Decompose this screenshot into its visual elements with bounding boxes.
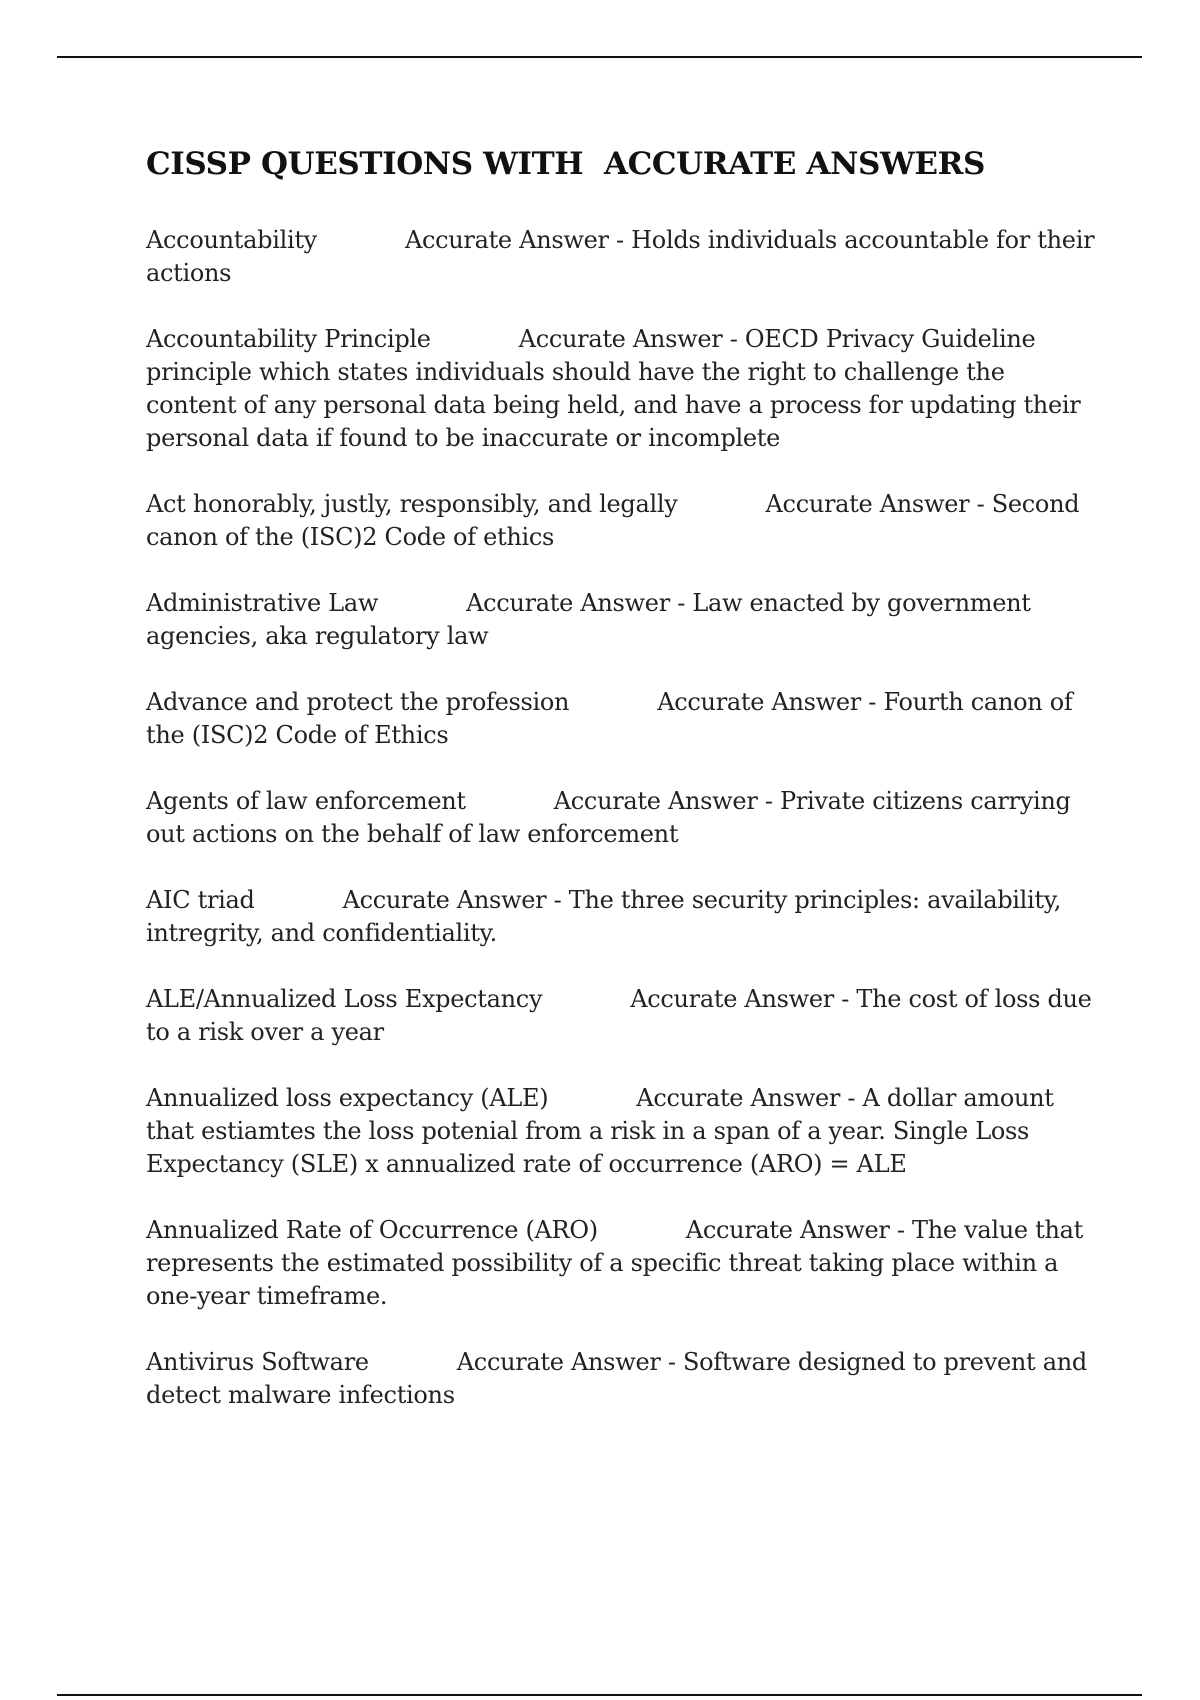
entry-term: Advance and protect the profession [146, 688, 570, 716]
qa-entry [146, 686, 1096, 752]
entry-answer: Accurate Answer - The cost of loss due to a risk over a year [146, 985, 1092, 1046]
entry-answer: Accurate Answer - OECD Privacy Guideline principle which states individuals should have the right to challenge the content of any personal data being held, and have a process for updating their personal data if found to be inaccurate or incomplete [146, 325, 1081, 452]
top-divider [57, 56, 1142, 58]
qa-entry [146, 1346, 1096, 1412]
entry-answer: Accurate Answer - Holds individuals accountable for their actions [146, 226, 1095, 287]
entry-term: Accountability [146, 226, 317, 254]
entry-answer: Accurate Answer - Second canon of the (ISC)2 Code of ethics [146, 490, 1080, 551]
entry-answer: Accurate Answer - A dollar amount that estiamtes the loss potenial from a risk in a span of a year. Single Loss Expectancy (SLE) x annualized rate of occurrence (ARO) = ALE [146, 1084, 1054, 1178]
qa-entry [146, 1214, 1096, 1313]
bottom-divider [57, 1694, 1142, 1696]
entry-term: Accountability Principle [146, 325, 431, 353]
entry-term: Annualized Rate of Occurrence (ARO) [146, 1216, 598, 1244]
document-body [146, 146, 1096, 1445]
qa-entry [146, 1082, 1096, 1181]
qa-entry [146, 884, 1096, 950]
entry-answer: Accurate Answer - The three security principles: availability, intregrity, and confidentiality. [146, 886, 1062, 947]
qa-entry [146, 224, 1096, 290]
entry-answer: Accurate Answer - The value that represents the estimated possibility of a specific threat taking place within a one-year timeframe. [146, 1216, 1083, 1310]
entry-answer: Accurate Answer - Software designed to prevent and detect malware infections [146, 1348, 1087, 1409]
qa-entry [146, 323, 1096, 455]
qa-entry [146, 785, 1096, 851]
entry-term: Annualized loss expectancy (ALE) [146, 1084, 549, 1112]
entry-answer: Accurate Answer - Fourth canon of the (ISC)2 Code of Ethics [146, 688, 1073, 749]
entry-term: ALE/Annualized Loss Expectancy [146, 985, 543, 1013]
entry-term: Agents of law enforcement [146, 787, 466, 815]
entry-term: AIC triad [146, 886, 255, 914]
qa-entry [146, 587, 1096, 653]
entry-answer: Accurate Answer - Private citizens carrying out actions on the behalf of law enforcement [146, 787, 1071, 848]
entry-term: Administrative Law [146, 589, 379, 617]
entry-answer: Accurate Answer - Law enacted by government agencies, aka regulatory law [146, 589, 1031, 650]
document-title: CISSP QUESTIONS WITH ACCURATE ANSWERS [146, 146, 985, 182]
qa-entry [146, 983, 1096, 1049]
entry-term: Act honorably, justly, responsibly, and legally [146, 490, 678, 518]
entry-term: Antivirus Software [146, 1348, 369, 1376]
qa-entry [146, 488, 1096, 554]
